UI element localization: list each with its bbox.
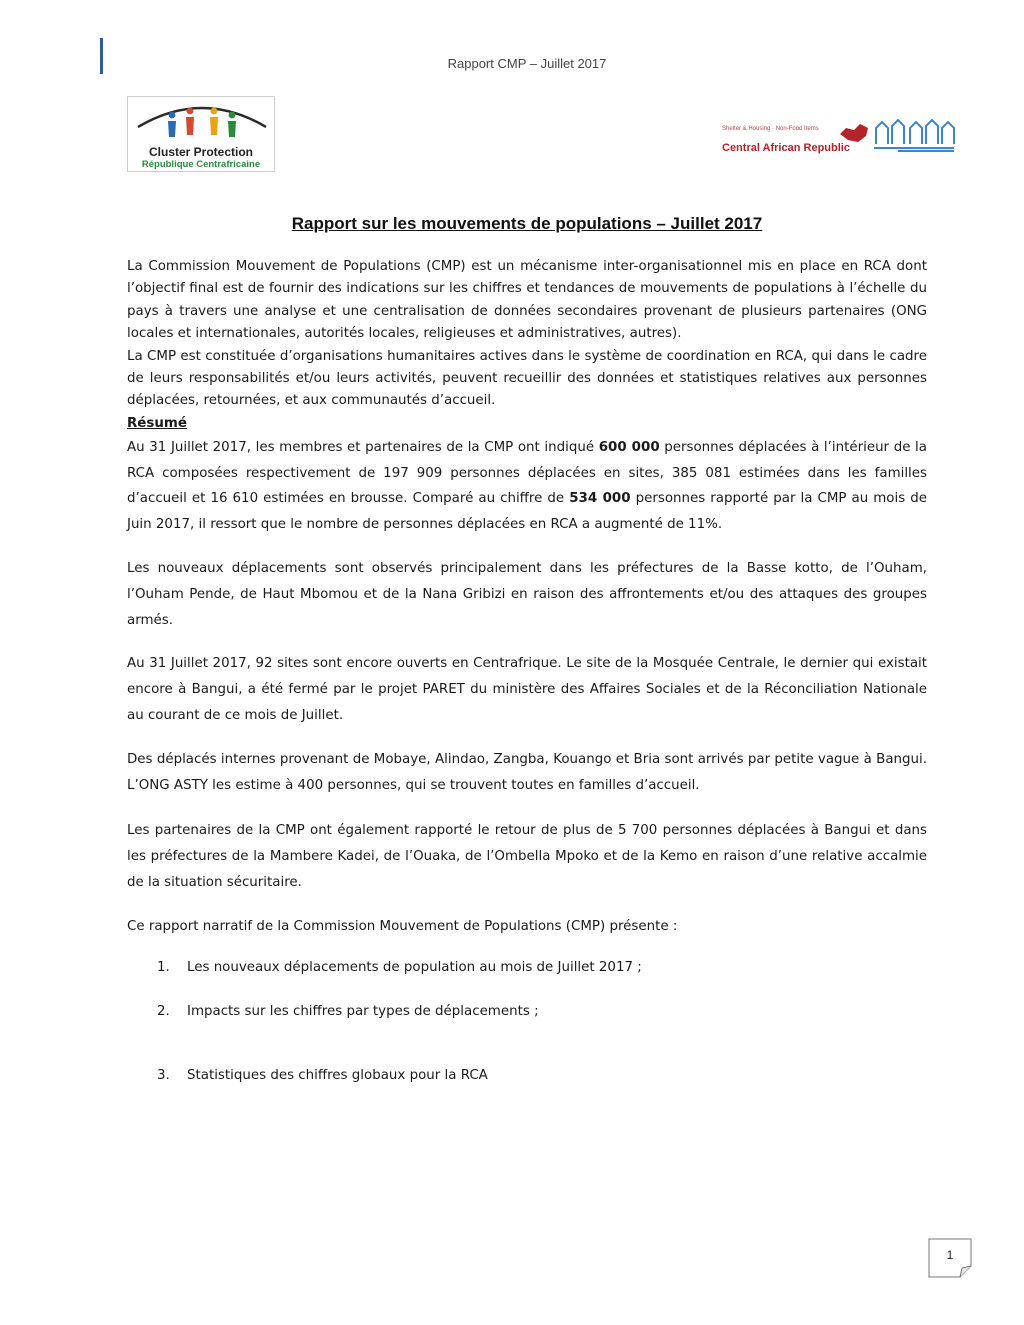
- document-body: [127, 256, 927, 1086]
- paragraph-idps-bangui: Des déplacés internes provenant de Mobaye, Alindao, Zangba, Kouango et Bria sont arrivés par petite vague à Bangui. L’ONG ASTY les estime à 400 personnes, qui se trouvent toutes en familles d’accueil.: [127, 751, 927, 793]
- contents-list: [127, 958, 927, 1086]
- paragraph-new-displacements: Les nouveaux déplacements sont observés principalement dans les préfectures de la Basse kotto, de l’Ouham, l’Ouham Pende, de Haut Mbomou et de la Nana Gribizi en raison des affrontements et/ou des attaques des groupes armés.: [127, 561, 927, 628]
- list-number: 2.: [157, 1003, 170, 1019]
- cluster-protection-logo: [127, 96, 275, 172]
- paragraph-sites: Au 31 Juillet 2017, 92 sites sont encore ouverts en Centrafrique. Le site de la Mosquée Centrale, le dernier qui existait encore à Bangui, a été fermé par le projet PARET du ministère des Affaires Sociales et de la Réconciliation Nationale au courant de ce mois de Juillet.: [127, 656, 927, 724]
- logo-country-text: Central African Republic: [722, 142, 850, 154]
- document-title: Rapport sur les mouvements de populations – Juillet 2017: [291, 214, 763, 233]
- shelter-nfi-car-logo: [722, 112, 956, 158]
- map-and-houses-icon: [838, 114, 956, 156]
- list-number: 3.: [157, 1067, 170, 1083]
- running-header: Rapport CMP – Juillet 2017: [447, 56, 607, 71]
- paragraph-report-contents: Ce rapport narratif de la Commission Mouvement de Populations (CMP) présente :: [127, 918, 678, 934]
- list-number: 1.: [157, 959, 170, 975]
- list-item: [127, 958, 927, 978]
- june-total: 534 000: [569, 491, 631, 507]
- logo-text-cluster: Cluster Protection: [148, 145, 253, 159]
- list-item: [127, 1066, 927, 1086]
- logo-text-country: République Centrafricaine: [141, 159, 261, 170]
- resume-paragraph: [127, 435, 927, 538]
- list-item-text: Impacts sur les chiffres par types de déplacements ;: [187, 1003, 539, 1019]
- list-item-text: Les nouveaux déplacements de population au mois de Juillet 2017 ;: [187, 959, 642, 975]
- resume-text-2: personnes déplacées à l’intérieur de la RCA composées respectivement de 197 909 personnes déplacées en sites, 385 081 estimées dans les familles d’accueil et 16 610 estimées en brousse. Comparé au chiffre de: [127, 439, 927, 507]
- page-number-badge: [928, 1238, 972, 1278]
- people-icon: [128, 97, 276, 147]
- intro-paragraph-1: La Commission Mouvement de Populations (CMP) est un mécanisme inter-organisationnel mis en place en RCA dont l’objectif final est de fournir des indications sur les chiffres et tendances de mouvements de populations à l’échelle du pays à travers une analyse et une centralisation de données secondaires provenant de plusieurs partenaires (ONG locales et internationales, autorités locales, religieuses et administratives, autres).: [127, 259, 927, 342]
- logo-small-text: Shelter & Housing · Non-Food Items: [722, 126, 819, 132]
- list-item: [127, 1002, 927, 1022]
- resume-text-3: personnes rapporté par la CMP au mois de Juin 2017, il ressort que le nombre de personnes déplacées en RCA a augmenté de 11%.: [127, 491, 927, 533]
- list-item-text: Statistiques des chiffres globaux pour la RCA: [187, 1067, 488, 1083]
- resume-text-1: Au 31 Juillet 2017, les membres et partenaires de la CMP ont indiqué: [127, 439, 599, 455]
- displaced-total: 600 000: [598, 439, 660, 455]
- resume-heading: Résumé: [127, 415, 187, 431]
- page-number: 1: [946, 1248, 954, 1262]
- paragraph-returns: Les partenaires de la CMP ont également rapporté le retour de plus de 5 700 personnes déplacées à Bangui et dans les préfectures de la Mambere Kadei, de l’Ouaka, de l’Ombella Mpoko et de la Kemo en raison d’une relative accalmie de la situation sécuritaire.: [127, 823, 927, 890]
- intro-paragraph-2: La CMP est constituée d’organisations humanitaires actives dans le système de coordination en RCA, qui dans le cadre de leurs responsabilités et/ou leurs activités, peuvent recueillir des données et statistiques relatives aux personnes déplacées, retournées, et aux communautés d’accueil.: [127, 348, 927, 409]
